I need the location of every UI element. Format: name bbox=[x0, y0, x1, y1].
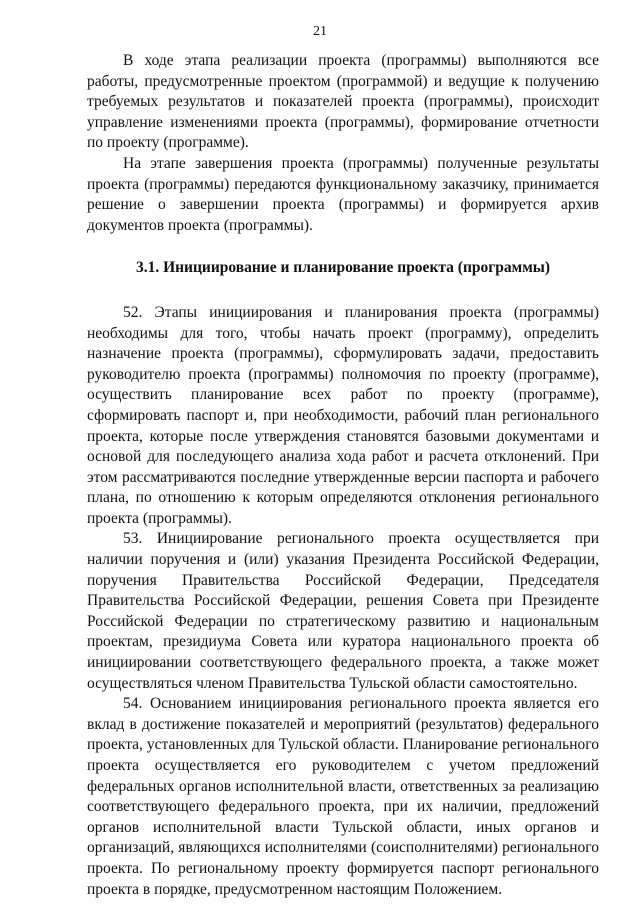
clause-52: 52. Этапы инициирования и планирования проекта (программы) необходимы для того, чтобы начать проект (программу), определить назначение проекта (программы), сформулировать задачи, предоставить руководителю проекта (программы) полномочия по проекту (программе), осуществить планирование всех работ по проекту (программе), сформировать паспорт и, при необходимости, рабочий план регионального проекта, которые после утверждения становятся базовыми документами и основой для последующего анализа хода работ и расчета отклонений. При этом рассматриваются последние утвержденные версии паспорта и рабочего плана, по отношению к которым определяются отклонения регионального проекта (программы). bbox=[87, 303, 599, 527]
paragraph-implementation-stage: В ходе этапа реализации проекта (программы) выполняются все работы, предусмотренные проектом (программой) и ведущие к получению требуемых результатов и показателей проекта (программы), происходит управление изменениями проекта (программы), формирование отчетности по проекту (программе). bbox=[87, 52, 599, 152]
clause-54: 54. Основанием инициирования регионального проекта является его вклад в достижение показателей и мероприятий (результатов) федерального проекта, установленных для Тульской области. Планирование регионального проекта осуществляется его руководителем с учетом предложений федеральных органов исполнительной власти, ответственных за реализацию соответствующего федерального проекта, при их наличии, предложений органов исполнительной власти Тульской области, иных органов и организаций, являющихся исполнителями (соисполнителями) регионального проекта. По региональному проекту формируется паспорт регионального проекта в порядке, предусмотренном настоящим Положением. bbox=[87, 695, 599, 898]
section-heading: 3.1. Инициирование и планирование проекта (программы) bbox=[135, 259, 551, 277]
paragraph-completion-stage: На этапе завершения проекта (программы) полученные результаты проекта (программы) передаются функциональному заказчику, принимается решение о завершении проекта (программы) и формируется архив документов проекта (программы). bbox=[87, 154, 599, 234]
page-number: 21 bbox=[313, 24, 327, 39]
document-body bbox=[87, 51, 599, 900]
clause-53: 53. Инициирование регионального проекта осуществляется при наличии поручения и (или) указания Президента Российской Федерации, поручения Правительства Российской Федерации, Председателя Правительства Российской Федерации, решения Совета при Президенте Российской Федерации по стратегическому развитию и национальным проектам, президиума Совета или куратора национального проекта об инициировании соответствующего федерального проекта, а также может осуществляться членом Правительства Тульской области самостоятельно. bbox=[87, 530, 599, 692]
